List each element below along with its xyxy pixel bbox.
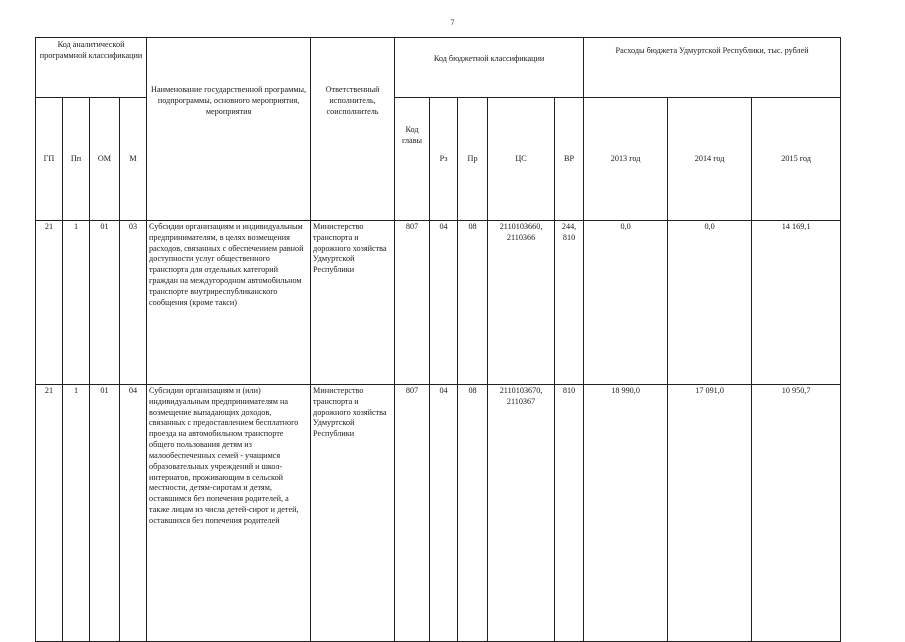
om-cell: 01 xyxy=(90,385,120,642)
om-cell: 01 xyxy=(90,221,120,385)
page-number: 7 xyxy=(450,18,455,27)
gp-cell: 21 xyxy=(36,221,63,385)
cs-cell: 2110103670, 2110367 xyxy=(488,385,555,642)
program-name-header: Наименование государственной программы, подпрограммы, основного мероприятия, мероприятия xyxy=(147,38,311,221)
responsible-cell: Министерство транспорта и дорожного хозяйства Удмуртской Республики xyxy=(311,221,395,385)
table-row xyxy=(36,385,841,642)
pp-header: Пп xyxy=(63,98,90,221)
budget-table xyxy=(35,37,841,642)
responsible-header: Ответственный исполнитель, соисполнитель xyxy=(311,38,395,221)
year-2013-cell: 0,0 xyxy=(584,221,668,385)
m-cell: 04 xyxy=(120,385,147,642)
vr-cell: 244, 810 xyxy=(555,221,584,385)
year-2014-cell: 17 091,0 xyxy=(668,385,752,642)
budget-code-header: Код бюджетной классификации xyxy=(395,38,584,98)
expenses-header: Расходы бюджета Удмуртской Республики, тыс. рублей xyxy=(584,38,841,98)
pp-cell: 1 xyxy=(63,221,90,385)
program-name-cell: Субсидии организациям и (или) индивидуальным предпринимателям на возмещение выпадающих доходов, связанных с предоставлением бесплатного проезда на автомобильном транспорте общего пользования детям из малообеспеченных семей - учащимся образовательных учреждений и школ-интернатов, проживающим в сельской местности, детям-сиротам и детям, оставшимся без попечения родителей, а также лицам из числа детей-сирот и детей, оставшихся без попечения родителей xyxy=(147,385,311,642)
year-2015-header: 2015 год xyxy=(752,98,841,221)
om-header: ОМ xyxy=(90,98,120,221)
responsible-cell: Министерство транспорта и дорожного хозяйства Удмуртской Республики xyxy=(311,385,395,642)
pp-cell: 1 xyxy=(63,385,90,642)
vr-header: ВР xyxy=(555,98,584,221)
year-2015-cell: 10 950,7 xyxy=(752,385,841,642)
year-2014-header: 2014 год xyxy=(668,98,752,221)
analytic-code-header: Код аналитической программной классификации xyxy=(36,38,147,98)
rz-header: Рз xyxy=(430,98,458,221)
gp-header: ГП xyxy=(36,98,63,221)
year-2014-cell: 0,0 xyxy=(668,221,752,385)
kod-glavy-cell: 807 xyxy=(395,385,430,642)
pr-header: Пр xyxy=(458,98,488,221)
m-cell: 03 xyxy=(120,221,147,385)
header-row-top xyxy=(36,38,841,98)
cs-cell: 2110103660, 2110366 xyxy=(488,221,555,385)
gp-cell: 21 xyxy=(36,385,63,642)
rz-cell: 04 xyxy=(430,221,458,385)
cs-header: ЦС xyxy=(488,98,555,221)
pr-cell: 08 xyxy=(458,221,488,385)
table-row xyxy=(36,221,841,385)
program-name-cell: Субсидии организациям и индивидуальным предпринимателям, в целях возмещения расходов, связанных с обеспечением равной доступности услуг общественного транспорта для отдельных категорий граждан на междугородном автомобильном транспорте внутриреспубликанского сообщения (кроме такси) xyxy=(147,221,311,385)
pr-cell: 08 xyxy=(458,385,488,642)
rz-cell: 04 xyxy=(430,385,458,642)
year-2013-cell: 18 990,0 xyxy=(584,385,668,642)
kod-glavy-cell: 807 xyxy=(395,221,430,385)
vr-cell: 810 xyxy=(555,385,584,642)
year-2015-cell: 14 169,1 xyxy=(752,221,841,385)
m-header: М xyxy=(120,98,147,221)
kod-glavy-header: Код главы xyxy=(395,98,430,221)
year-2013-header: 2013 год xyxy=(584,98,668,221)
